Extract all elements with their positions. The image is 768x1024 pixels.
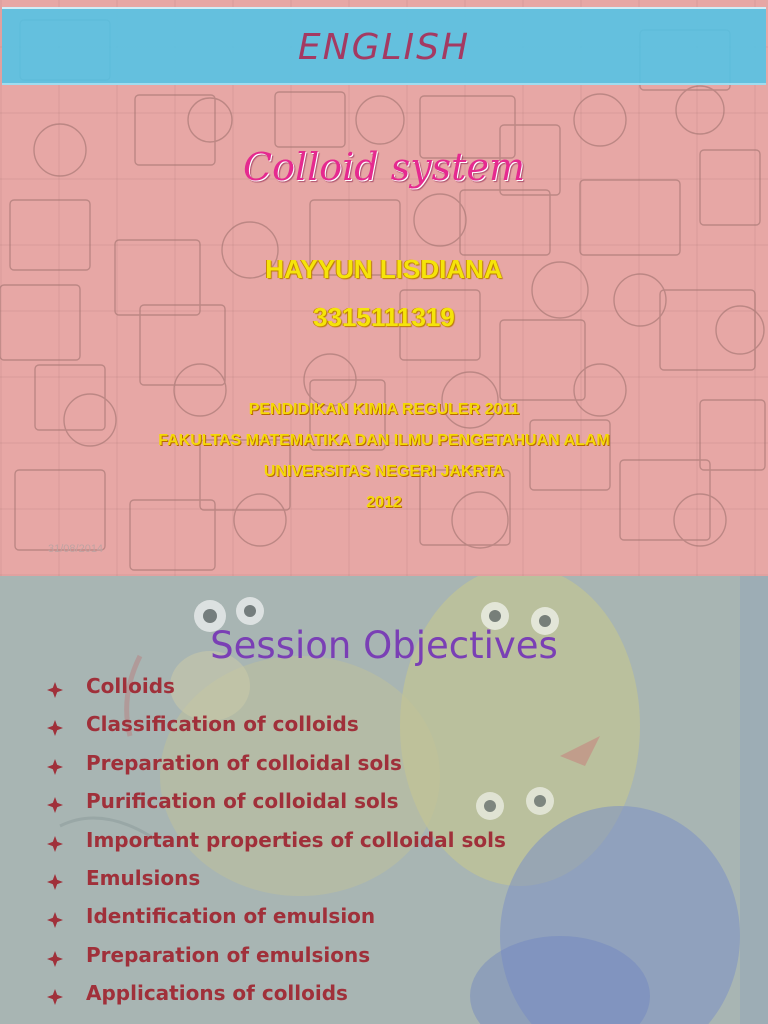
list-item-label: Purification of colloidal sols <box>86 789 399 814</box>
diamond-bullet-icon <box>46 950 64 968</box>
banner-title: ENGLISH <box>297 27 471 68</box>
program-name: PENDIDIKAN KIMIA REGULER 2011 <box>248 401 520 418</box>
diamond-bullet-icon <box>46 835 64 853</box>
list-item <box>46 828 746 866</box>
diamond-bullet-icon <box>46 988 64 1006</box>
list-item <box>46 904 746 942</box>
list-item-label: Emulsions <box>86 865 201 890</box>
slide-date: 31/08/2014 <box>48 543 104 555</box>
objectives-list <box>46 674 746 1020</box>
list-item <box>46 789 746 827</box>
list-item <box>46 751 746 789</box>
list-item <box>46 674 746 712</box>
presentation-title: Colloid system <box>243 145 525 189</box>
diamond-bullet-icon <box>46 758 64 776</box>
list-item-label: Preparation of colloidal sols <box>86 750 402 775</box>
list-item <box>46 943 746 981</box>
author-name: HAYYUN LISDIANA <box>265 254 503 284</box>
list-item-label: Classification of colloids <box>86 712 359 737</box>
diamond-bullet-icon <box>46 873 64 891</box>
list-item <box>46 712 746 750</box>
university-name: UNIVERSITAS NEGERI JAKRTA <box>263 463 505 480</box>
list-item-label: Preparation of emulsions <box>86 942 371 967</box>
list-item-label: Applications of colloids <box>86 981 348 1006</box>
list-item <box>46 866 746 904</box>
list-item-label: Important properties of colloidal sols <box>86 827 506 852</box>
diamond-bullet-icon <box>46 796 64 814</box>
header-banner <box>2 7 766 85</box>
student-id: 3315111319 <box>313 302 455 332</box>
faculty-name: FAKULTAS MATEMATIKA DAN ILMU PENGETAHUAN ALAM <box>158 432 610 449</box>
session-objectives-title: Session Objectives <box>210 624 558 667</box>
diamond-bullet-icon <box>46 719 64 737</box>
diamond-bullet-icon <box>46 911 64 929</box>
list-item <box>46 981 746 1019</box>
list-item-label: Identification of emulsion <box>86 904 376 929</box>
diamond-bullet-icon <box>46 681 64 699</box>
year: 2012 <box>366 494 402 511</box>
objectives-slide <box>0 576 768 1024</box>
list-item-label: Colloids <box>86 674 175 698</box>
